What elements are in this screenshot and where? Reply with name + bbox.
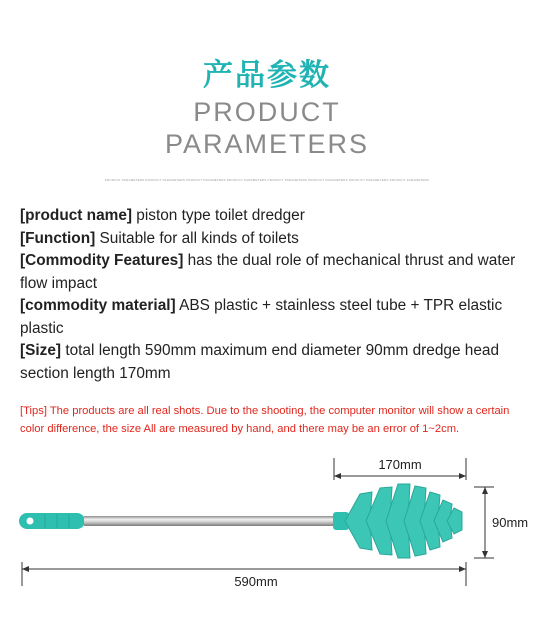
spec-value: piston type toilet dredger: [132, 207, 305, 224]
product-dimension-figure: [0, 450, 534, 610]
title-english: [0, 96, 534, 160]
spec-product-name: [20, 205, 520, 228]
decorative-tiny-text: PRODUCT PARAMETERS PRODUCT PARAMETERS PRODUCT PARAMETERS PRODUCT PARAMETERS PRODUCT PARAMETERS PRODUCT PARAMETERS PRODUCT PARAMETERS PRODUCT PARAMETERS: [104, 178, 430, 182]
total-length-dimension: [22, 562, 466, 589]
spec-label: [Function]: [20, 229, 96, 247]
steel-tube: [84, 516, 336, 526]
hang-hole: [27, 518, 34, 525]
head-diameter-dimension: [474, 487, 528, 558]
title-chinese: 产品参数: [203, 58, 331, 93]
title-english-line1: PRODUCT: [193, 97, 341, 127]
spec-label: [Commodity Features]: [20, 252, 184, 269]
spec-list: [20, 205, 520, 385]
spec-size: [20, 340, 520, 385]
spec-value: total length 590mm maximum end diameter 90mm dredge head section length 170mm: [20, 342, 500, 382]
spec-label: [Size]: [20, 342, 62, 359]
total-length-label: 590mm: [234, 574, 278, 589]
spec-label: [product name]: [20, 207, 133, 224]
plunger-illustration: [19, 484, 462, 558]
spec-value: Suitable for all kinds of toilets: [95, 229, 299, 247]
tips-note: [Tips] The products are all real shots. Due to the shooting, the computer monitor will show a certain color difference, the size All are measured by hand, and there may be an error of 1~2cm.: [20, 405, 510, 435]
head-length-dimension: [334, 457, 466, 480]
spec-features: [20, 250, 520, 295]
spec-value: has the dual role of mechanical thrust and water flow impact: [20, 252, 516, 292]
spec-value: ABS plastic + stainless steel tube + TPR elastic plastic: [20, 297, 503, 337]
plunger-head: [345, 484, 462, 558]
spec-label: [commodity material]: [20, 297, 176, 314]
head-diameter-label: 90mm: [492, 515, 529, 530]
spec-material: [20, 295, 520, 340]
title-english-line2: PARAMETERS: [164, 129, 370, 159]
spec-function: [20, 228, 520, 251]
head-length-label: 170mm: [378, 457, 422, 472]
